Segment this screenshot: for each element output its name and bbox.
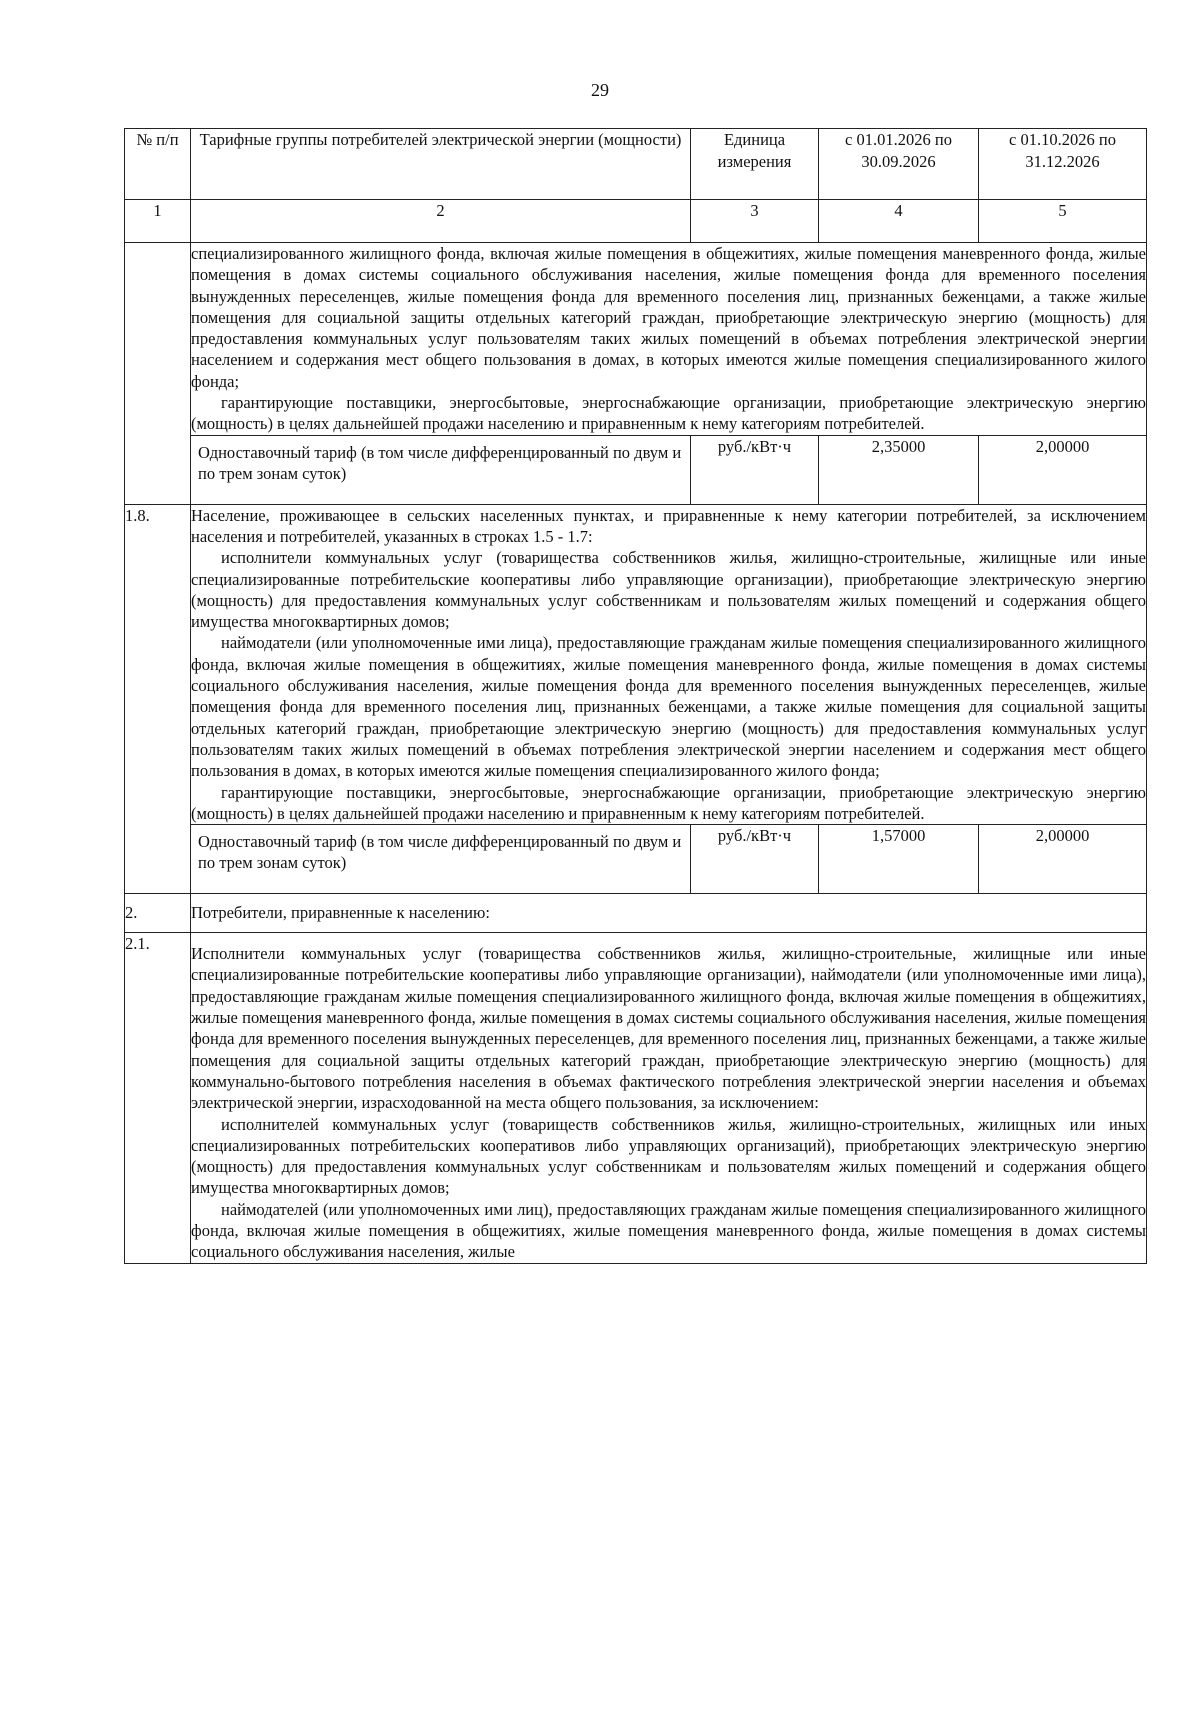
row-number: 2.1. <box>125 933 191 1263</box>
paragraph: гарантирующие поставщики, энергосбытовые, энергоснабжающие организации, приобретающие электрическую энергию (мощность) в целях дальнейшей продажи населению и приравненным к нему категориям потребителей. <box>191 393 1146 434</box>
paragraph: Население, проживающее в сельских населенных пунктах, и приравненные к нему категории потребителей, за исключением населения и потребителей, указанных в строках 1.5 - 1.7: <box>191 505 1146 546</box>
header-number: № п/п <box>125 129 191 200</box>
page-number: 29 <box>591 80 609 100</box>
paragraph: специализированного жилищного фонда, включая жилые помещения в общежитиях, жилые помещения маневренного фонда, жилые помещения в домах системы социального обслуживания населения, жилые помещения фонда для временного поселения вынужденных переселенцев, жилые помещения фонда для временного поселения лиц, признанных беженцами, а также жилые помещения для социальной защиты отдельных категорий граждан, приобретающие электрическую энергию (мощность) для предоставления коммунальных услуг пользователям таких жилых помещений в объемах потребления электрической энергии населением и содержания мест общего пользования в домах, в которых имеются жилые помещения специализированного жилого фонда; <box>191 244 1146 391</box>
row-number-cell <box>125 243 191 505</box>
header-period-2: с 01.10.2026 по 31.12.2026 <box>979 129 1147 200</box>
row-text: Потребители, приравненные к населению: <box>191 894 1147 933</box>
rate-value-period-1: 1,57000 <box>819 825 979 894</box>
row-text <box>191 933 1147 1263</box>
row-number: 2. <box>125 894 191 933</box>
tariff-table <box>124 128 1147 1264</box>
column-numbers-row <box>125 200 1147 243</box>
header-period-1: с 01.01.2026 по 30.09.2026 <box>819 129 979 200</box>
tariff-rate-row <box>125 825 1147 894</box>
paragraph: Исполнители коммунальных услуг (товарищества собственников жилья, жилищно-строительные, жилищные или иные специализированные потребительские кооперативы либо управляющие организации), наймодатели (или уполномоченные ими лица), предоставляющие гражданам жилые помещения специализированного жилищного фонда, включая жилые помещения в общежитиях, жилые помещения маневренного фонда, жилые помещения в домах системы социального обслуживания населения, жилые помещения фонда для временного поселения вынужденных переселенцев, для временного поселения лиц, признанных беженцами, а также жилые помещения для социальной защиты отдельных категорий граждан, приобретающие электрическую энергию (мощность) для коммунально-бытового потребления населения в объемах фактического потребления электрической энергии населения и объемах электрической энергии, израсходованной на места общего пользования, за исключением: <box>191 944 1146 1113</box>
header-unit: Единица измерения <box>691 129 819 200</box>
row-2-1 <box>125 933 1147 1263</box>
column-number: 5 <box>979 200 1147 243</box>
column-number: 2 <box>191 200 691 243</box>
rate-label: Одноставочный тариф (в том числе дифференцированный по двум и по трем зонам суток) <box>191 825 691 894</box>
column-number: 1 <box>125 200 191 243</box>
rate-value-period-2: 2,00000 <box>979 435 1147 504</box>
rate-value-period-1: 2,35000 <box>819 435 979 504</box>
rate-unit: руб./кВт·ч <box>691 825 819 894</box>
table-header-row <box>125 129 1147 200</box>
continuation-row <box>125 243 1147 436</box>
tariff-rate-row <box>125 435 1147 504</box>
column-number: 3 <box>691 200 819 243</box>
rate-unit: руб./кВт·ч <box>691 435 819 504</box>
paragraph: исполнителей коммунальных услуг (товариществ собственников жилья, жилищно-строительных, жилищных или иных специализированных потребительских кооперативов либо управляющих организаций), приобретающих электрическую энергию (мощность) для предоставления коммунальных услуг собственникам и пользователям жилых помещений и содержания общего имущества многоквартирных домов; <box>191 1114 1146 1198</box>
paragraph: исполнители коммунальных услуг (товарищества собственников жилья, жилищно-строительные, жилищные или иные специализированные потребительские кооперативы либо управляющие организации), приобретающие электрическую энергию (мощность) для предоставления коммунальных услуг собственникам и пользователям жилых помещений и содержания общего имущества многоквартирных домов; <box>191 548 1146 632</box>
paragraph: наймодателей (или уполномоченных ими лиц), предоставляющих гражданам жилые помещения специализированного жилищного фонда, включая жилые помещения в общежитиях, жилые помещения маневренного фонда, жилые помещения в домах системы социального обслуживания населения, жилые <box>191 1199 1146 1262</box>
paragraph: гарантирующие поставщики, энергосбытовые, энергоснабжающие организации, приобретающие электрическую энергию (мощность) в целях дальнейшей продажи населению и приравненным к нему категориям потребителей. <box>191 782 1146 823</box>
rate-label: Одноставочный тариф (в том числе дифференцированный по двум и по трем зонам суток) <box>191 435 691 504</box>
row-1-8 <box>125 504 1147 824</box>
column-number: 4 <box>819 200 979 243</box>
paragraph: наймодатели (или уполномоченные ими лица), предоставляющие гражданам жилые помещения специализированного жилищного фонда, включая жилые помещения в общежитиях, жилые помещения маневренного фонда, жилые помещения в домах системы социального обслуживания населения, жилые помещения фонда для временного поселения вынужденных переселенцев, жилые помещения фонда для временного поселения лиц, признанных беженцами, а также жилые помещения для социальной защиты отдельных категорий граждан, приобретающие электрическую энергию (мощность) для предоставления коммунальных услуг пользователям таких жилых помещений в объемах потребления электрической энергии населением и содержания мест общего пользования в домах, в которых имеются жилые помещения специализированного жилого фонда; <box>191 633 1146 781</box>
row-text <box>191 504 1147 824</box>
row-2 <box>125 894 1147 933</box>
header-tariff-groups: Тарифные группы потребителей электрической энергии (мощности) <box>191 129 691 200</box>
rate-value-period-2: 2,00000 <box>979 825 1147 894</box>
row-number: 1.8. <box>125 504 191 893</box>
continuation-text <box>191 243 1147 436</box>
